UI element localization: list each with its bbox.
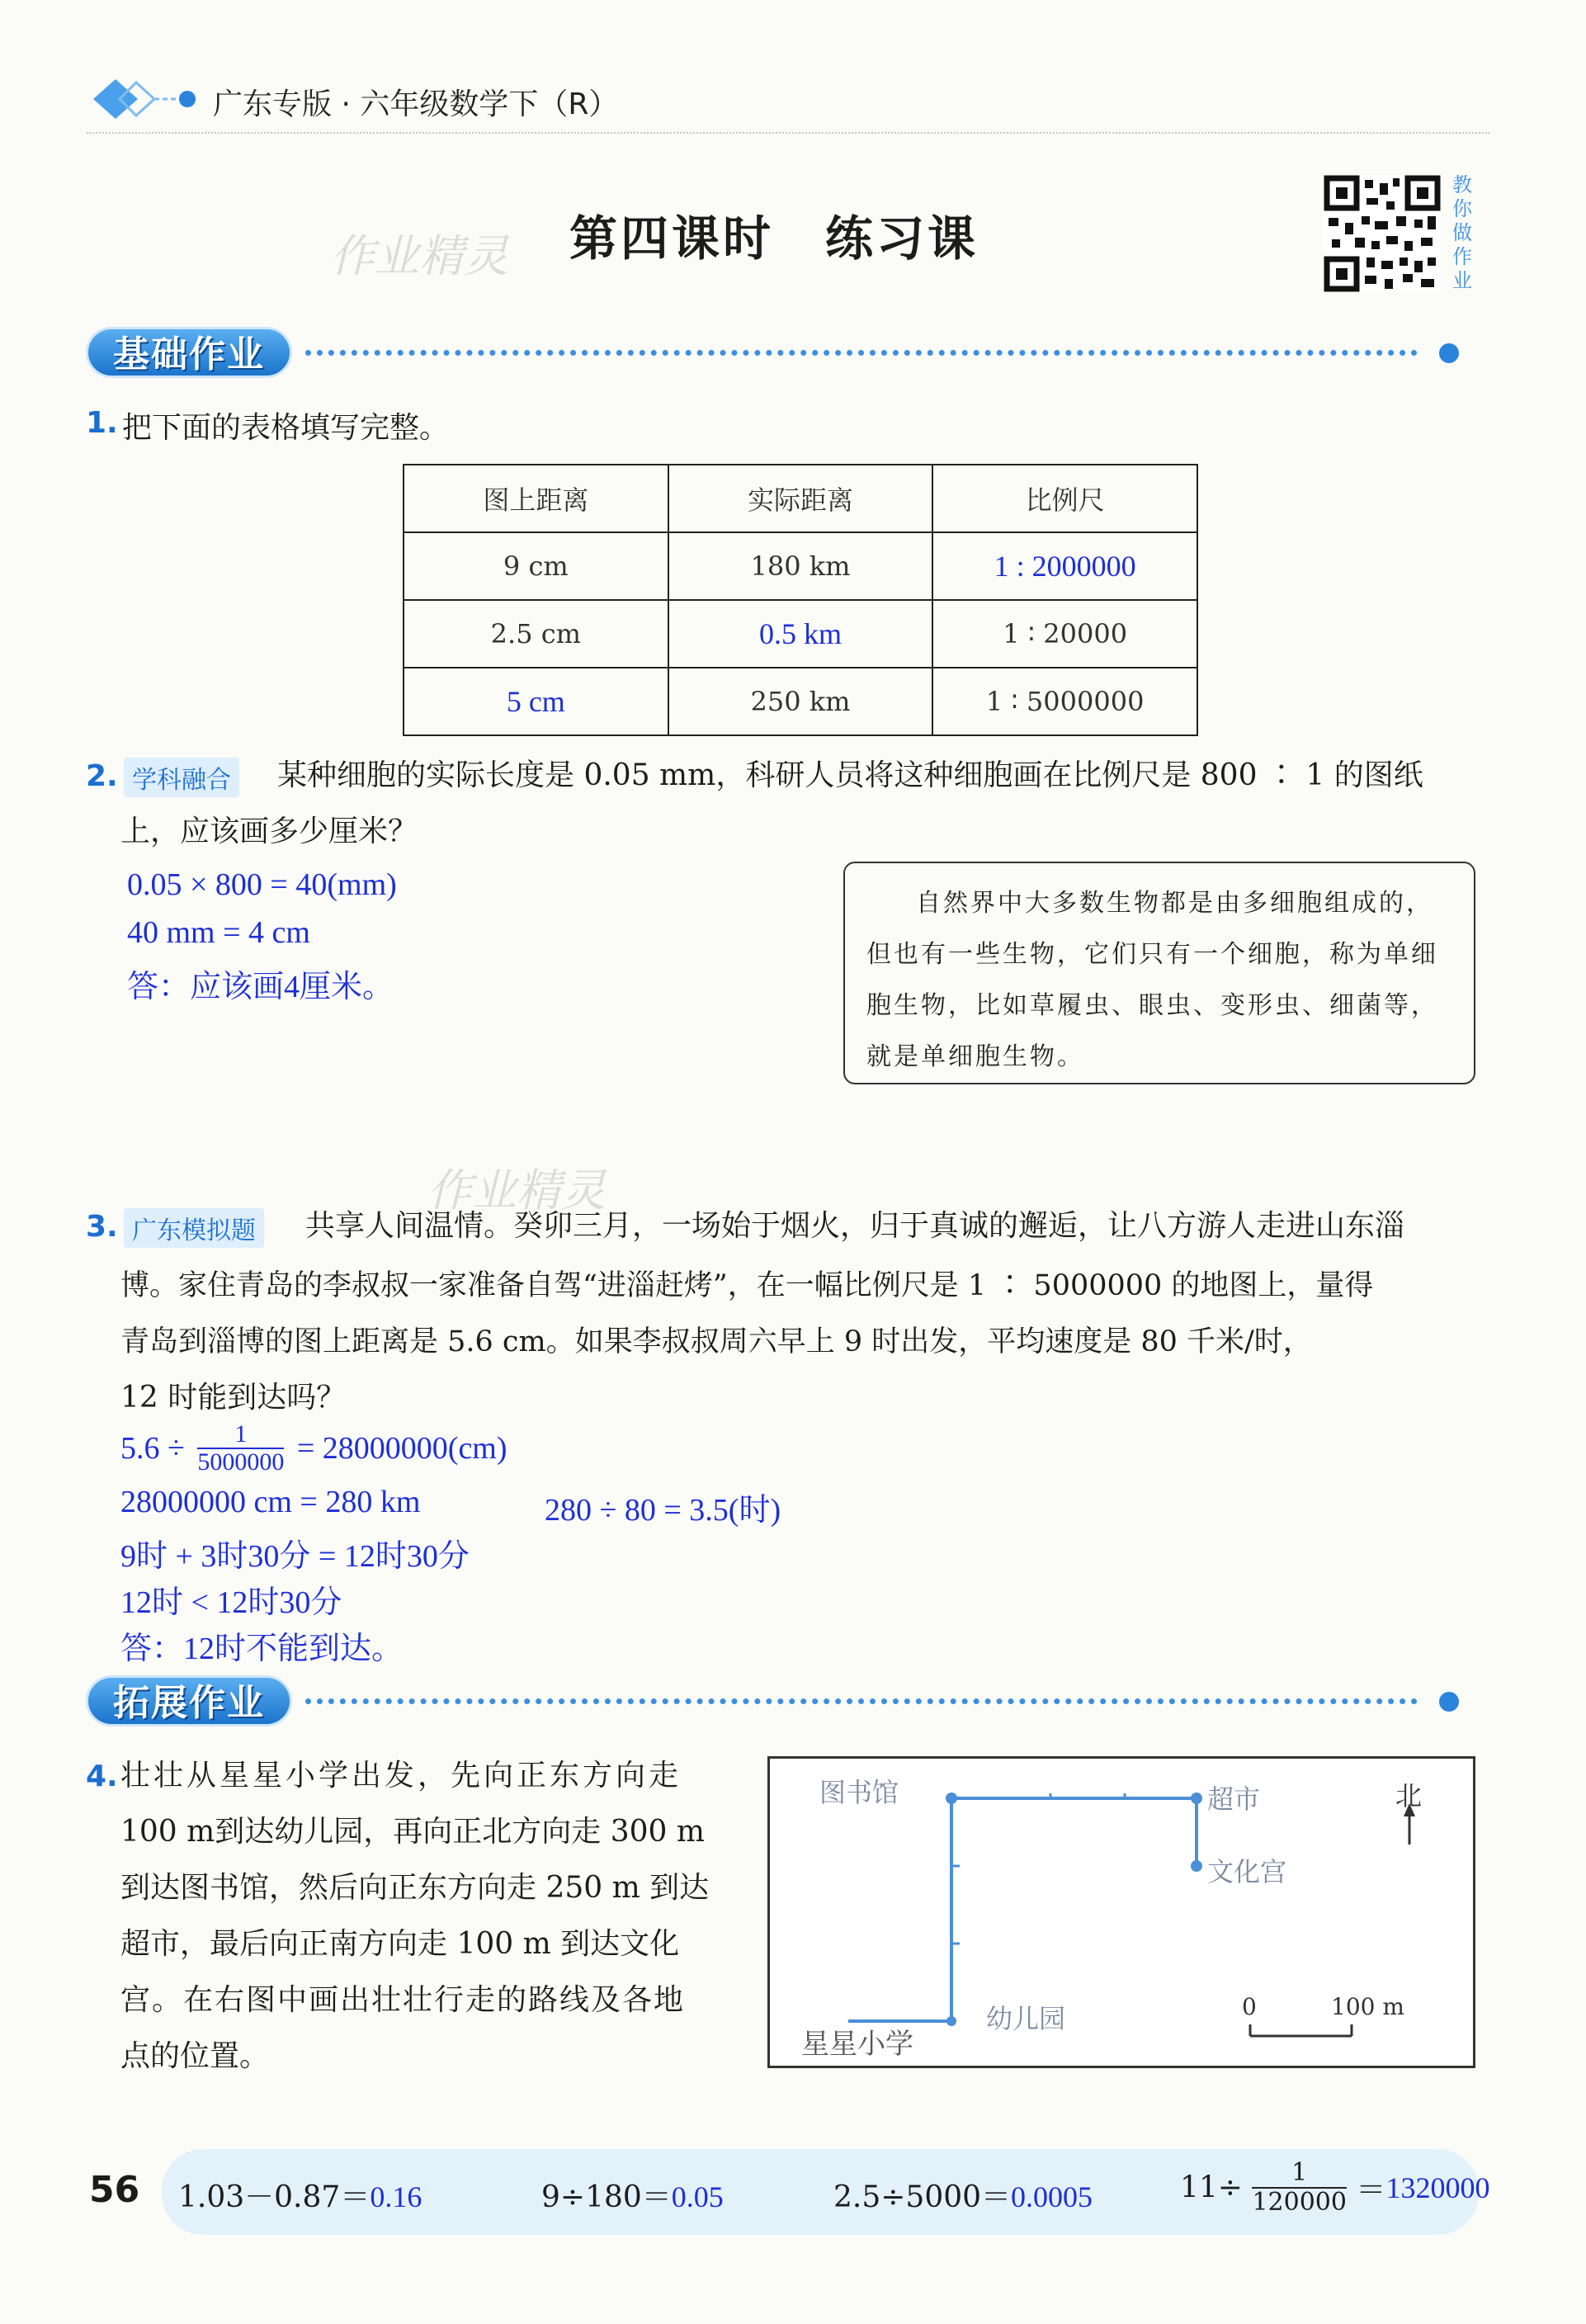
q2-line1: 某种细胞的实际长度是 0.05 mm，科研人员将这种细胞画在比例尺是 800 ∶ 1 的图纸 [277, 758, 1423, 792]
fraction-denominator: 120000 [1252, 2188, 1347, 2217]
section-badge-extended: 拓展作业 [86, 1675, 292, 1726]
qr-side-text: 教你做作业 [1452, 173, 1472, 292]
header-logo [87, 74, 202, 124]
header-scale: 比例尺 [932, 465, 1197, 532]
q4-line2: 100 m到达幼儿园，再向正北方向走 300 m [120, 1815, 706, 1849]
book-title: 广东专版 · 六年级数学下（R） [213, 87, 619, 121]
header-divider [87, 132, 1489, 134]
calc-2-answer: 0.05 [671, 2180, 724, 2213]
fraction [197, 1421, 284, 1476]
q2-tag: 学科融合 [124, 758, 239, 797]
q3-answer-2a: 28000000 cm = 280 km [120, 1485, 421, 1519]
answer-cell[interactable]: 1 : 2000000 [932, 532, 1197, 600]
calc-1-answer: 0.16 [370, 2180, 422, 2213]
q3-line3: 青岛到淄博的图上距离是 5.6 cm。如果李叔叔周六早上 9 时出发，平均速度是 80 千米/时， [120, 1325, 1312, 1358]
map-library: 图书馆 [819, 1777, 899, 1808]
calc-3 [833, 2174, 1093, 2216]
q3-answer-3: 9时 + 3时30分 = 12时30分 [120, 1539, 470, 1574]
q4-line1: 壮壮从星星小学出发，先向正东方向走 [120, 1759, 682, 1793]
q2-answer-3: 答：应该画4厘米。 [127, 970, 394, 1004]
calc-4-fraction [1252, 2159, 1347, 2217]
table-header-row [404, 465, 1197, 532]
calc-2 [541, 2174, 724, 2216]
north-label: 北 [1395, 1780, 1423, 1811]
calc-4-expr: 11÷ [1180, 2170, 1243, 2205]
q1-text: 把下面的表格填写完整。 [122, 411, 450, 445]
cell: 250 km [668, 668, 933, 735]
section-dots-basic [305, 350, 1418, 356]
q3-tag: 广东模拟题 [124, 1208, 264, 1248]
cell: 180 km [668, 532, 933, 600]
section-badge-basic: 基础作业 [86, 327, 292, 378]
q3-line4: 12 时能到达吗？ [120, 1381, 347, 1415]
q4-number: 4. [86, 1760, 118, 1793]
map-culture: 文化宫 [1207, 1856, 1287, 1887]
section-end-dot [1439, 343, 1459, 363]
watermark-2: 作业精灵 [427, 1164, 606, 1216]
calc-4-answer: 1320000 [1385, 2171, 1490, 2204]
cell: 9 cm [404, 532, 668, 600]
q3-answer-1 [120, 1421, 507, 1479]
q1-number: 1. [86, 406, 118, 440]
q3-answer-2b: 280 ÷ 80 = 3.5(时) [545, 1493, 781, 1528]
table-row [404, 532, 1197, 600]
cell: 1 ∶ 20000 [932, 600, 1197, 668]
calc-2-expr: 9÷180＝ [541, 2180, 672, 2214]
q2-answer-1: 0.05 × 800 = 40(mm) [127, 867, 397, 902]
scale-hundred: 100 m [1331, 1993, 1404, 2020]
map-supermarket: 超市 [1207, 1783, 1261, 1815]
calc-1 [178, 2174, 422, 2216]
watermark: 作业精灵 [330, 230, 508, 282]
table-row [404, 668, 1197, 735]
q3-answer-5: 答：12时不能到达。 [120, 1632, 404, 1666]
page-title: 第四课时 练习课 [569, 210, 979, 267]
q4-line5: 宫。在右图中画出壮壮行走的路线及各地 [120, 1983, 686, 2017]
q2-number: 2. [86, 759, 118, 793]
route-map[interactable] [767, 1756, 1475, 2068]
section-dots-extended [305, 1698, 1418, 1704]
scale-table [403, 464, 1198, 736]
calc-3-expr: 2.5÷5000＝ [833, 2180, 1012, 2214]
qr-code-icon [1324, 175, 1441, 292]
science-note [843, 862, 1475, 1084]
calc-4 [1180, 2159, 1489, 2225]
q3-line2: 博。家住青岛的李叔叔一家准备自驾“进淄赶烤”，在一幅比例尺是 1 ∶ 5000000 的地图上，量得 [120, 1269, 1374, 1302]
cell: 1 ∶ 5000000 [932, 668, 1197, 735]
q3-ans1-right: = 28000000(cm) [296, 1431, 507, 1466]
q3-line1: 共享人间温情。癸卯三月，一场始于烟火，归于真诚的邂逅，让八方游人走进山东淄 [305, 1209, 1405, 1243]
answer-cell[interactable]: 0.5 km [668, 600, 933, 668]
section-end-dot [1439, 1692, 1459, 1712]
calc-4-eq: ＝ [1356, 2173, 1386, 2208]
diamond-logo-icon [87, 74, 202, 124]
fraction-numerator: 1 [1252, 2159, 1347, 2189]
q4-line6: 点的位置。 [120, 2039, 270, 2073]
table-row [404, 600, 1197, 668]
q3-ans1-left: 5.6 ÷ [120, 1431, 185, 1466]
calc-1-expr: 1.03－0.87＝ [178, 2180, 371, 2214]
q4-line3: 到达图书馆，然后向正东方向走 250 m 到达 [120, 1871, 710, 1905]
q3-number: 3. [86, 1210, 118, 1244]
q2-answer-2: 40 mm = 4 cm [127, 915, 310, 950]
header-map-distance: 图上距离 [404, 465, 668, 532]
map-school: 星星小学 [801, 2028, 913, 2061]
fraction-numerator: 1 [197, 1421, 284, 1449]
q2-line2: 上，应该画多少厘米？ [120, 815, 418, 848]
answer-cell[interactable]: 5 cm [404, 668, 668, 735]
cell: 2.5 cm [404, 600, 668, 668]
scale-zero: 0 [1242, 1993, 1257, 2020]
map-kindergarten: 幼儿园 [986, 2003, 1066, 2034]
q3-answer-4: 12时 < 12时30分 [120, 1585, 342, 1620]
fraction-denominator: 5000000 [197, 1448, 285, 1476]
note-text: 自然界中大多数生物都是由多细胞组成的，但也有一些生物，它们只有一个细胞，称为单细胞生物，比如草履虫、眼虫、变形虫、细菌等，就是单细胞生物。 [866, 889, 1438, 1071]
q4-line4: 超市，最后向正南方向走 100 m 到达文化 [120, 1927, 680, 1961]
footer-calc-strip [162, 2149, 1490, 2235]
qr-code[interactable] [1324, 175, 1441, 292]
calc-3-answer: 0.0005 [1011, 2180, 1093, 2213]
header-real-distance: 实际距离 [668, 465, 933, 532]
page-number: 56 [89, 2169, 140, 2211]
